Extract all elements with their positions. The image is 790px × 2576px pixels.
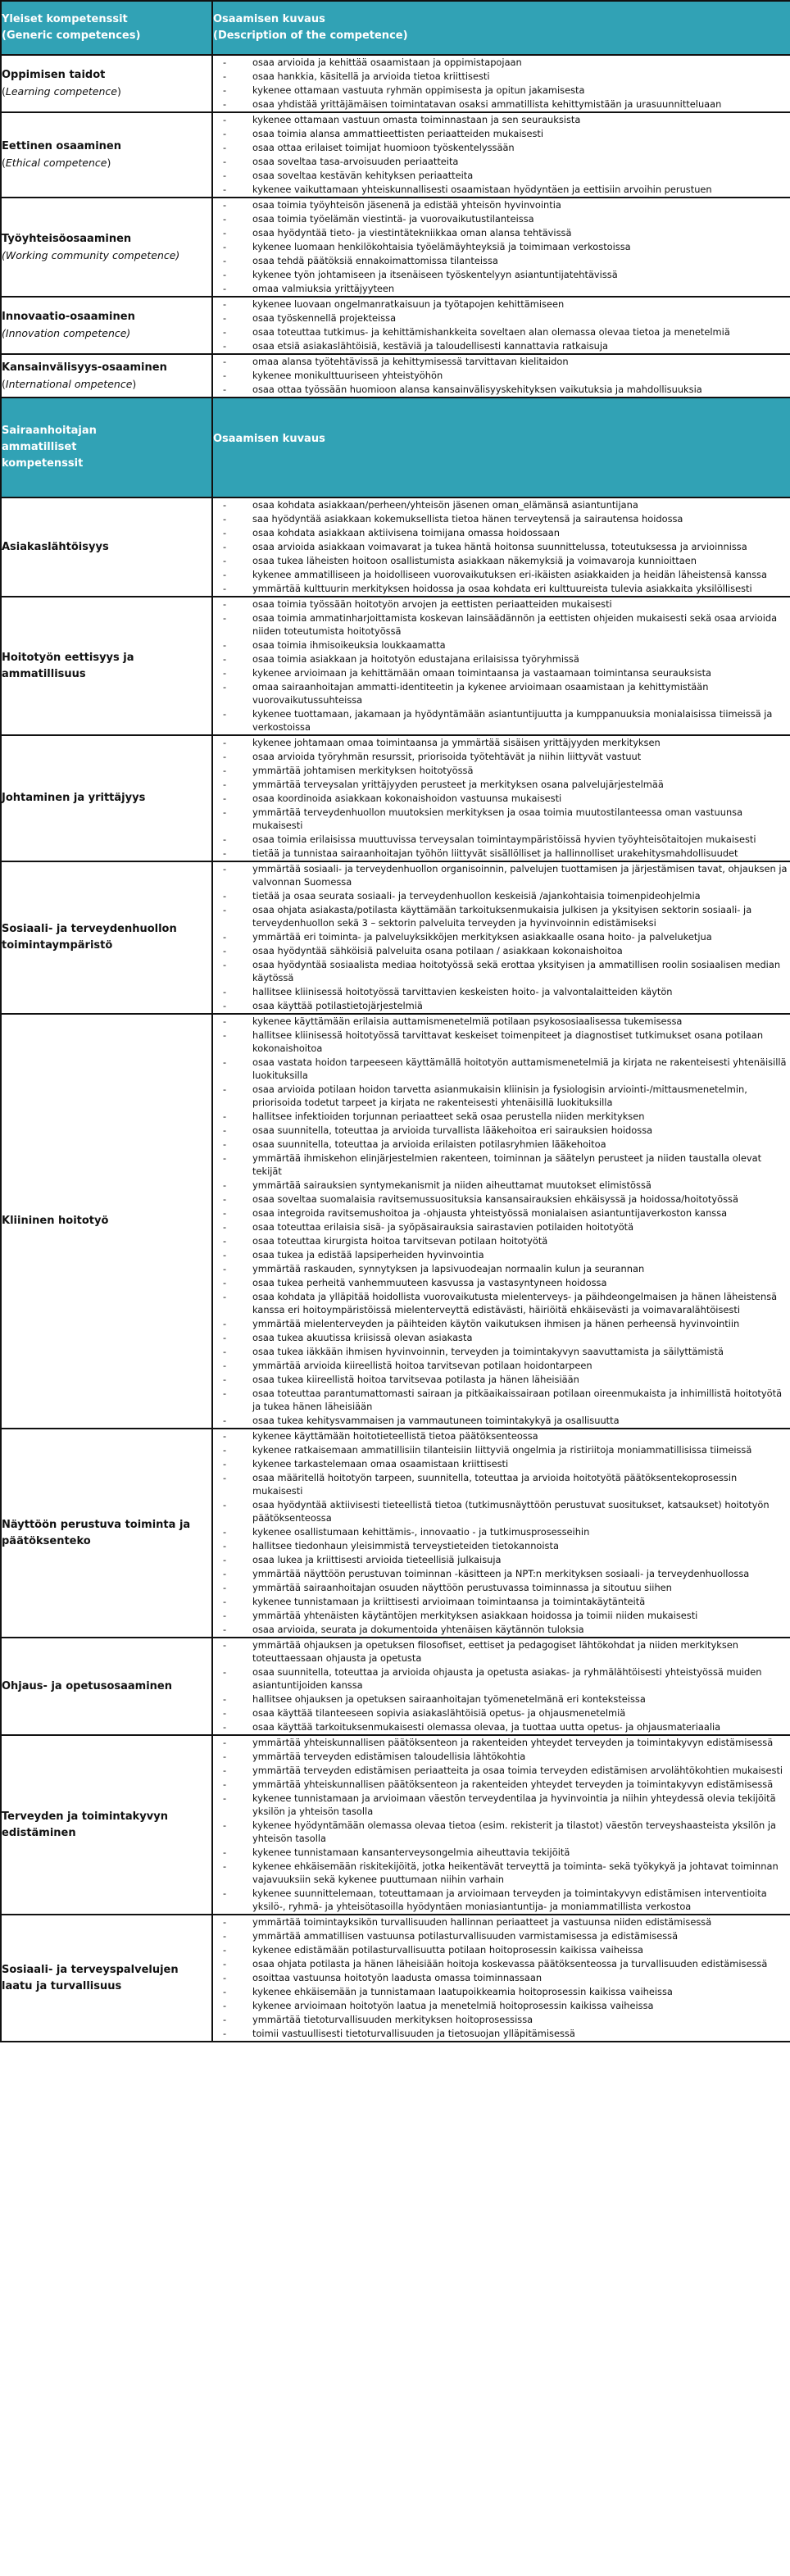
competence-item: - kykenee tunnistamaan ja arvioimaan väestön terveydentilaa ja hyvinvointia ja niihin yhteydessä olevia tekijöitä yksilön ja yhteisön tasolla bbox=[213, 1792, 790, 1818]
description-header bbox=[212, 1, 790, 55]
competence-item: - osoittaa vastuunsa hoitotyön laadusta omassa toiminnassaan bbox=[213, 1971, 790, 1984]
header-line: Sairaanhoitajan bbox=[2, 425, 97, 437]
competence-item: - osaa toimia ihmisoikeuksia loukkaamatta bbox=[213, 638, 790, 652]
competence-english-name bbox=[2, 248, 211, 264]
header-line: (Generic competences) bbox=[2, 30, 141, 42]
competence-item: - osaa ottaa erilaiset toimijat huomioon työskentelyssään bbox=[213, 141, 790, 154]
competence-item-list bbox=[213, 1736, 790, 1913]
competence-item: - osaa arvioida, seurata ja dokumentoida yhtenäisen käytännön tuloksia bbox=[213, 1623, 790, 1636]
competence-english-name: (Learning competence) bbox=[2, 85, 121, 98]
competence-title: Eettinen osaaminen bbox=[2, 140, 121, 152]
header-line: ammatilliset bbox=[2, 441, 77, 453]
competence-item: - kykenee luomaan henkilökohtaisia työelämäyhteyksiä ja toimimaan verkostoissa bbox=[213, 240, 790, 253]
competence-item: - kykenee tuottamaan, jakamaan ja hyödyntämään asiantuntijuutta ja kumppanuuksia monialaisissa tiimeissä ja verkostoissa bbox=[213, 707, 790, 734]
competence-row bbox=[1, 198, 790, 297]
competence-item: - hallitsee infektioiden torjunnan periaatteet sekä osaa perustella niiden merkityksen bbox=[213, 1110, 790, 1123]
competence-item: - osaa suunnitella, toteuttaa ja arvioida erilaisten potilasryhmien lääkehoitoa bbox=[213, 1138, 790, 1151]
competence-description-cell bbox=[212, 1735, 790, 1915]
competence-description-cell bbox=[212, 198, 790, 297]
competence-item: - omaa valmiuksia yrittäjyyteen bbox=[213, 282, 790, 295]
competence-title: Asiakaslähtöisyys bbox=[2, 540, 109, 553]
competence-name-cell bbox=[1, 597, 212, 735]
competence-item: - osaa toimia alansa ammattieettisten periaatteiden mukaisesti bbox=[213, 127, 790, 140]
competence-item: - osaa hyödyntää aktiivisesti tieteellistä tietoa (tutkimusnäyttöön perustuvat suositukset, katsaukset) hoitotyön päätöksenteossa bbox=[213, 1498, 790, 1524]
competence-title: Oppimisen taidot bbox=[2, 69, 106, 81]
competence-title: Hoitotyön eettisyys ja ammatillisuus bbox=[2, 651, 134, 680]
competence-item: - kykenee ottamaan vastuuta ryhmän oppimisesta ja opitun jakamisesta bbox=[213, 84, 790, 97]
generic-header-row bbox=[1, 1, 790, 55]
competence-item: - osaa toteuttaa kirurgista hoitoa tarvitsevan potilaan hoitotyötä bbox=[213, 1234, 790, 1247]
competence-description-cell bbox=[212, 55, 790, 112]
competence-description-cell bbox=[212, 354, 790, 398]
competence-row bbox=[1, 1915, 790, 2042]
competence-item: - kykenee työn johtamiseen ja itsenäiseen työskentelyyn asiantuntijatehtävissä bbox=[213, 268, 790, 281]
competence-item: - kykenee vaikuttamaan yhteiskunnallisesti osaamistaan hyödyntäen ja eettisiin arvoihin perustuen bbox=[213, 183, 790, 196]
competence-item-list bbox=[213, 498, 790, 595]
competence-item: - osaa ohjata potilasta ja hänen läheisiään hoitoja koskevassa päätöksenteossa ja turvallisuuden edistämisessä bbox=[213, 1957, 790, 1970]
english-name-text: International ompetence bbox=[5, 377, 133, 390]
competence-item: - ymmärtää terveyden edistämisen taloudellisia lähtökohtia bbox=[213, 1750, 790, 1763]
competence-item: - osaa tukea perheitä vanhemmuuteen kasvussa ja vastasyntyneen hoidossa bbox=[213, 1276, 790, 1289]
competence-item: - osaa soveltaa tasa-arvoisuuden periaatteita bbox=[213, 155, 790, 168]
professional-competences-header bbox=[1, 398, 212, 497]
english-name-text: (Working community competence) bbox=[2, 248, 180, 261]
competence-item: - ymmärtää johtamisen merkityksen hoitotyössä bbox=[213, 764, 790, 777]
competence-item: - osaa yhdistää yrittäjämäisen toimintatavan osaksi ammatillista kehittymistään ja urasuunnitteluaan bbox=[213, 98, 790, 111]
competence-item: - osaa kohdata asiakkaan aktiivisena toimijana omassa hoidossaan bbox=[213, 526, 790, 539]
competence-row bbox=[1, 1638, 790, 1735]
competence-item: - ymmärtää terveydenhuollon muutoksien merkityksen ja osaa toimia muutostilanteessa oman vastuunsa mukaisesti bbox=[213, 806, 790, 832]
competence-item: - kykenee arvioimaan hoitotyön laatua ja menetelmiä hoitoprosessin kaikissa vaiheissa bbox=[213, 1999, 790, 2012]
competence-item-list bbox=[213, 1915, 790, 2040]
competence-name-cell bbox=[1, 1638, 212, 1735]
competence-item: - kykenee tarkastelemaan omaa osaamistaan kriittisesti bbox=[213, 1457, 790, 1470]
competence-item: - osaa soveltaa suomalaisia ravitsemussuosituksia kansansairauksien ehkäisyssä ja hoidossa/hoitotyössä bbox=[213, 1193, 790, 1206]
competence-item-list bbox=[213, 355, 790, 396]
competence-item: - ymmärtää tietoturvallisuuden merkityksen hoitoprosessissa bbox=[213, 2013, 790, 2026]
competence-item-list bbox=[213, 56, 790, 111]
competence-item: - osaa toimia työssään hoitotyön arvojen ja eettisten periaatteiden mukaisesti bbox=[213, 597, 790, 611]
competence-description-cell bbox=[212, 1429, 790, 1638]
english-name-text: Learning competence bbox=[5, 85, 117, 98]
competence-item: - hallitsee kliinisessä hoitotyössä tarvittavien keskeisten hoito- ja valvontalaitteiden käytön bbox=[213, 985, 790, 998]
competence-item: - kykenee tunnistamaan kansanterveysongelmia aiheuttavia tekijöitä bbox=[213, 1846, 790, 1859]
competence-item: - ymmärtää yhteiskunnallisen päätöksenteon ja rakenteiden yhteydet terveyden ja toimintakyvyn edistämisessä bbox=[213, 1778, 790, 1791]
competence-row bbox=[1, 55, 790, 112]
competence-item-list bbox=[213, 862, 790, 1012]
competence-item: - kykenee suunnittelemaan, toteuttamaan ja arvioimaan terveyden ja toimintakyvyn edistämisen interventioita yksilö-, ryhmä- ja yhteisötasoilla hyödyntäen moniasiantuntija- ja moniammatillista verkostoa bbox=[213, 1887, 790, 1913]
competence-item: - osaa käyttää potilastietojärjestelmiä bbox=[213, 999, 790, 1012]
competence-item: - osaa soveltaa kestävän kehityksen periaatteita bbox=[213, 169, 790, 182]
competence-item: - ymmärtää sosiaali- ja terveydenhuollon organisoinnin, palvelujen tuottamisen ja järjestämisen tavat, ohjauksen ja valvonnan Suomessa bbox=[213, 862, 790, 888]
competence-item-list bbox=[213, 298, 790, 352]
competence-item: - osaa kohdata ja ylläpitää hoidollista vuorovaikutusta mielenterveys- ja päihdeongelmaisen ja hänen läheistensä kanssa eri hoitoympäristöissä mielenterveyttä edistävästi, häiriöitä ehkäisevästi ja voimavaralähtöisesti bbox=[213, 1290, 790, 1316]
competence-item: - osaa etsiä asiakaslähtöisiä, kestäviä ja taloudellisesti kannattavia ratkaisuja bbox=[213, 339, 790, 352]
competence-name-cell bbox=[1, 112, 212, 198]
competence-item: - osaa toimia erilaisissa muuttuvissa terveysalan toimintaympäristöissä hyvien työyhteisötaitojen mukaisesti bbox=[213, 833, 790, 846]
competence-item: - omaa sairaanhoitajan ammatti-identiteetin ja kykenee arvioimaan osaamistaan ja kehittymistään vuorovaikutussuhteissa bbox=[213, 680, 790, 706]
competence-item: - ymmärtää sairaanhoitajan osuuden näyttöön perustuvassa toiminnassa ja sitoutuu siihen bbox=[213, 1581, 790, 1594]
competence-name-cell bbox=[1, 55, 212, 112]
competence-item: - osaa arvioida asiakkaan voimavarat ja tukea häntä hoitonsa suunnittelussa, toteutuksessa ja arvioinnissa bbox=[213, 540, 790, 553]
header-line: Osaamisen kuvaus bbox=[213, 13, 325, 25]
competence-item: - osaa tukea läheisten hoitoon osallistumista asiakkaan näkemyksiä ja voimavaroja kunnioittaen bbox=[213, 554, 790, 567]
competence-english-name bbox=[2, 325, 211, 342]
english-name-text: (Innovation competence) bbox=[2, 327, 131, 339]
competence-item: - ymmärtää ihmiskehon elinjärjestelmien rakenteen, toiminnan ja säätelyn perusteet ja niiden taustalla olevat tekijät bbox=[213, 1152, 790, 1178]
competence-item: - kykenee luovaan ongelmanratkaisuun ja työtapojen kehittämiseen bbox=[213, 298, 790, 311]
competence-item: - kykenee ammatilliseen ja hoidolliseen vuorovaikutuksen eri-ikäisten asiakkaiden ja heidän läheistensä kanssa bbox=[213, 568, 790, 581]
competence-item: - kykenee arvioimaan ja kehittämään omaan toimintaansa ja vastaamaan toimintansa seurauksista bbox=[213, 666, 790, 679]
competence-item-list bbox=[213, 1638, 790, 1733]
competence-item: - osaa integroida ravitsemushoitoa ja -ohjausta yhteistyössä monialaisen asiantuntijaverkoston kanssa bbox=[213, 1206, 790, 1220]
competence-item: - tietää ja tunnistaa sairaanhoitajan työhön liittyvät sisällölliset ja hallinnolliset urakehitysmahdollisuudet bbox=[213, 847, 790, 860]
competence-item: - ymmärtää kulttuurin merkityksen hoidossa ja osaa kohdata eri kulttuureista tulevia asiakkaita yksilöllisesti bbox=[213, 582, 790, 595]
competence-row bbox=[1, 354, 790, 398]
competence-item: - osaa toimia työyhteisön jäsenenä ja edistää yhteisön hyvinvointia bbox=[213, 198, 790, 211]
competence-item: - osaa toteuttaa parantumattomasti sairaan ja pitkäaikaissairaan potilaan oireenmukaista ja inhimillistä hoitotyötä ja tukea hänen läheisiään bbox=[213, 1387, 790, 1413]
competence-description-cell bbox=[212, 1014, 790, 1429]
competence-item: - osaa tukea kehitysvammaisen ja vammautuneen toimintakykyä ja osallisuutta bbox=[213, 1414, 790, 1427]
competence-item: - osaa tukea kiireellistä hoitoa tarvitsevaa potilasta ja hänen läheisiään bbox=[213, 1373, 790, 1386]
professional-header-row bbox=[1, 398, 790, 497]
competence-name-cell bbox=[1, 497, 212, 597]
competence-item: - ymmärtää arvioida kiireellistä hoitoa tarvitsevan potilaan hoidontarpeen bbox=[213, 1359, 790, 1372]
competence-item-list bbox=[213, 1015, 790, 1427]
competence-item: - osaa määritellä hoitotyön tarpeen, suunnitella, toteuttaa ja arvioida hoitotyötä päätöksentekoprosessin mukaisesti bbox=[213, 1471, 790, 1497]
competence-item: - osaa toimia ammatinharjoittamista koskevan lainsäädännön ja eettisten ohjeiden mukaisesti sekä osaa arvioida niiden toteutumista hoitotyössä bbox=[213, 611, 790, 638]
competence-item: - osaa käyttää tilanteeseen sopivia asiakaslähtöisiä opetus- ja ohjausmenetelmiä bbox=[213, 1706, 790, 1720]
competence-description-cell bbox=[212, 735, 790, 861]
competence-item: - osaa hankkia, käsitellä ja arvioida tietoa kriittisesti bbox=[213, 70, 790, 83]
competence-name-cell bbox=[1, 861, 212, 1014]
competence-item: - osaa toimia työelämän viestintä- ja vuorovaikutustilanteissa bbox=[213, 212, 790, 225]
competence-item: - osaa toteuttaa erilaisia sisä- ja syöpäsairauksia sairastavien potilaiden hoitotyötä bbox=[213, 1220, 790, 1233]
competence-title: Innovaatio-osaaminen bbox=[2, 311, 135, 323]
header-line: Osaamisen kuvaus bbox=[213, 433, 325, 445]
competence-item: - osaa arvioida ja kehittää osaamistaan ja oppimistapojaan bbox=[213, 56, 790, 69]
competence-item: - osaa arvioida työryhmän resurssit, priorisoida työtehtävät ja niihin liittyvät vastuut bbox=[213, 750, 790, 763]
competence-title: Työyhteisöosaaminen bbox=[2, 232, 132, 245]
competence-title: Terveyden ja toimintakyvyn edistäminen bbox=[2, 1810, 168, 1839]
competence-item: - ymmärtää toimintayksikön turvallisuuden hallinnan periaatteet ja vastuunsa niiden edistämisessä bbox=[213, 1915, 790, 1929]
competence-item: - osaa suunnitella, toteuttaa ja arvioida turvallista lääkehoitoa eri sairauksien hoidossa bbox=[213, 1124, 790, 1137]
competence-item: - ymmärtää raskauden, synnytyksen ja lapsivuodeajan normaalin kulun ja seurannan bbox=[213, 1262, 790, 1275]
competence-item-list bbox=[213, 736, 790, 860]
generic-competences-header bbox=[1, 1, 212, 55]
competence-title: Kliininen hoitotyö bbox=[2, 1215, 109, 1227]
competence-item: - osaa tukea akuutissa kriisissä olevan asiakasta bbox=[213, 1331, 790, 1344]
competence-title: Johtaminen ja yrittäjyys bbox=[2, 792, 146, 804]
competence-item: - osaa lukea ja kriittisesti arvioida tieteellisiä julkaisuja bbox=[213, 1553, 790, 1566]
competence-title: Sosiaali- ja terveyspalvelujen laatu ja turvallisuus bbox=[2, 1963, 179, 1992]
competence-item: - ymmärtää eri toiminta- ja palveluyksikköjen merkityksen asiakkaalle osana hoito- ja palveluketjua bbox=[213, 930, 790, 943]
competence-title: Sosiaali- ja terveydenhuollon toimintaympäristö bbox=[2, 923, 177, 952]
competence-item: - kykenee edistämään potilasturvallisuutta potilaan hoitoprosessin kaikissa vaiheissa bbox=[213, 1943, 790, 1956]
competence-item: - ymmärtää sairauksien syntymekanismit ja niiden aiheuttamat muutokset elimistössä bbox=[213, 1179, 790, 1192]
competence-item: - osaa kohdata asiakkaan/perheen/yhteisön jäsenen oman_elämänsä asiantuntijana bbox=[213, 498, 790, 511]
competence-item: - osaa käyttää tarkoituksenmukaisesti olemassa olevaa, ja tuottaa uutta opetus- ja ohjausmateriaalia bbox=[213, 1720, 790, 1733]
competence-item: - kykenee ehkäisemään riskitekijöitä, jotka heikentävät terveyttä ja toiminta- sekä työkykyä ja johtavat toiminnan vajavuuksiin sekä kykenee puuttumaan niihin varhain bbox=[213, 1860, 790, 1886]
competence-item: - hallitsee kliinisessä hoitotyössä tarvittavat keskeiset toimenpiteet ja diagnostiset tutkimukset osana potilaan kokonaishoitoa bbox=[213, 1029, 790, 1055]
competence-description-cell bbox=[212, 1638, 790, 1735]
competence-name-cell bbox=[1, 1429, 212, 1638]
competence-item: - hallitsee tiedonhaun yleisimmistä terveystieteiden tietokannoista bbox=[213, 1539, 790, 1552]
competence-name-cell bbox=[1, 198, 212, 297]
competence-item: - kykenee ottamaan vastuun omasta toiminnastaan ja sen seurauksista bbox=[213, 113, 790, 126]
competence-item: - kykenee hyödyntämään olemassa olevaa tietoa (esim. rekisterit ja tilastot) väestön terveyshaasteista yksilön ja yhteisön tasolla bbox=[213, 1819, 790, 1845]
competence-description-cell bbox=[212, 861, 790, 1014]
competence-item: - ymmärtää yhtenäisten käytäntöjen merkityksen asiakkaan hoidossa ja toimii niiden mukaisesti bbox=[213, 1609, 790, 1622]
competence-name-cell bbox=[1, 1735, 212, 1915]
competence-item: - ymmärtää näyttöön perustuvan toiminnan -käsitteen ja NPT:n merkityksen sosiaali- ja terveydenhuollossa bbox=[213, 1567, 790, 1580]
competence-title: Näyttöön perustuva toiminta ja päätöksenteko bbox=[2, 1518, 191, 1547]
competence-item: - osaa toimia asiakkaan ja hoitotyön edustajana erilaisissa työryhmissä bbox=[213, 652, 790, 666]
competence-item: - kykenee johtamaan omaa toimintaansa ja ymmärtää sisäisen yrittäjyyden merkityksen bbox=[213, 736, 790, 749]
professional-description-header bbox=[212, 398, 790, 497]
competence-description-cell bbox=[212, 297, 790, 354]
competence-item: - ymmärtää terveysalan yrittäjyyden perusteet ja merkityksen osana palvelujärjestelmää bbox=[213, 778, 790, 791]
competence-item: - ymmärtää ammatillisen vastuunsa potilasturvallisuuden varmistamisessa ja edistämisessä bbox=[213, 1929, 790, 1942]
competence-item: - osaa vastata hoidon tarpeeseen käyttämällä hoitotyön auttamismenetelmiä ja kirjata ne rakenteisesti yhtenäisillä luokituksilla bbox=[213, 1056, 790, 1082]
header-line: kompetenssit bbox=[2, 457, 84, 470]
competence-item: - ymmärtää ohjauksen ja opetuksen filosofiset, eettiset ja pedagogiset lähtökohdat ja niiden merkityksen toteuttaessaan ohjausta ja opetusta bbox=[213, 1638, 790, 1665]
competence-item: - kykenee ratkaisemaan ammatillisiin tilanteisiin liittyviä ongelmia ja ristiriitoja moniammatillisissa tiimeissä bbox=[213, 1443, 790, 1456]
competence-row bbox=[1, 112, 790, 198]
competence-row bbox=[1, 735, 790, 861]
competence-item: - osaa hyödyntää sosiaalista mediaa hoitotyössä sekä erottaa yksityisen ja ammatillisen roolin sosiaalisen median käytössä bbox=[213, 958, 790, 984]
competence-item: - kykenee käyttämään hoitotieteellistä tietoa päätöksenteossa bbox=[213, 1429, 790, 1442]
competence-item: - osaa hyödyntää tieto- ja viestintätekniikkaa oman alansa tehtävissä bbox=[213, 226, 790, 239]
competence-row bbox=[1, 597, 790, 735]
header-line: (Description of the competence) bbox=[213, 30, 408, 42]
competence-item: - saa hyödyntää asiakkaan kokemuksellista tietoa hänen terveytensä ja sairautensa hoidossa bbox=[213, 512, 790, 525]
competence-item: - hallitsee ohjauksen ja opetuksen sairaanhoitajan työmenetelmänä eri konteksteissa bbox=[213, 1692, 790, 1706]
competence-item: - kykenee osallistumaan kehittämis-, innovaatio - ja tutkimusprosesseihin bbox=[213, 1525, 790, 1538]
competence-item: - ymmärtää mielenterveyden ja päihteiden käytön vaikutuksen ihmisen ja hänen perheensä hyvinvointiin bbox=[213, 1317, 790, 1330]
competence-name-cell bbox=[1, 354, 212, 398]
competence-item: - ymmärtää yhteiskunnallisen päätöksenteon ja rakenteiden yhteydet terveyden ja toimintakyvyn edistämisessä bbox=[213, 1736, 790, 1749]
competence-item: - osaa ottaa työssään huomioon alansa kansainvälisyyskehityksen vaikutuksia ja mahdollisuuksia bbox=[213, 383, 790, 396]
competence-english-name: (International ompetence) bbox=[2, 377, 137, 390]
competence-description-cell bbox=[212, 597, 790, 735]
competence-item: - osaa työskennellä projekteissa bbox=[213, 311, 790, 325]
competence-row bbox=[1, 1014, 790, 1429]
competence-item: - osaa suunnitella, toteuttaa ja arvioida ohjausta ja opetusta asiakas- ja ryhmälähtöisesti yhteistyössä muiden asiantuntijoiden kanssa bbox=[213, 1665, 790, 1692]
competence-english-name: (Ethical competence) bbox=[2, 157, 111, 169]
competence-title: Ohjaus- ja opetusosaaminen bbox=[2, 1679, 173, 1692]
competence-description-cell bbox=[212, 1915, 790, 2042]
competence-description-cell bbox=[212, 112, 790, 198]
competence-title: Kansainvälisyys-osaaminen bbox=[2, 361, 167, 374]
competence-item: - osaa arvioida potilaan hoidon tarvetta asianmukaisin kliinisin ja fysiologisin arviointi-/mittausmenetelmin, priorisoida todetut tarpeet ja kirjata ne rakenteisesti yhtenäisillä luokituksilla bbox=[213, 1083, 790, 1109]
competence-item-list bbox=[213, 113, 790, 196]
competence-item: - kykenee tunnistamaan ja kriittisesti arvioimaan toimintaansa ja toimintakäytänteitä bbox=[213, 1595, 790, 1608]
english-name-text: Ethical competence bbox=[5, 157, 107, 169]
competence-item: - ymmärtää terveyden edistämisen periaatteita ja osaa toimia terveyden edistämisen arvolähtökohtien mukaisesti bbox=[213, 1764, 790, 1777]
competence-item: - osaa hyödyntää sähköisiä palveluita osana potilaan / asiakkaan kokonaishoitoa bbox=[213, 944, 790, 957]
competence-item: - osaa tukea iäkkään ihmisen hyvinvoinnin, terveyden ja toimintakyvyn saavuttamista ja säilyttämistä bbox=[213, 1345, 790, 1358]
header-line: Yleiset kompetenssit bbox=[2, 13, 128, 25]
competence-name-cell bbox=[1, 297, 212, 354]
competence-item-list bbox=[213, 1429, 790, 1636]
competence-item-list bbox=[213, 198, 790, 295]
competence-item: - kykenee käyttämään erilaisia auttamismenetelmiä potilaan psykososiaalisessa tukemisessa bbox=[213, 1015, 790, 1028]
competence-row bbox=[1, 297, 790, 354]
competence-item: - kykenee ehkäisemään ja tunnistamaan laatupoikkeamia hoitoprosessin kaikissa vaiheissa bbox=[213, 1985, 790, 1998]
competence-name-cell bbox=[1, 1915, 212, 2042]
competence-item: - kykenee monikulttuuriseen yhteistyöhön bbox=[213, 369, 790, 382]
competence-item: - toimii vastuullisesti tietoturvallisuuden ja tietosuojan ylläpitämisessä bbox=[213, 2027, 790, 2040]
competence-row bbox=[1, 1735, 790, 1915]
competence-item: - osaa toteuttaa tutkimus- ja kehittämishankkeita soveltaen alan olemassa olevaa tietoa ja menetelmiä bbox=[213, 325, 790, 338]
competence-row bbox=[1, 497, 790, 597]
competence-item-list bbox=[213, 597, 790, 734]
competence-description-cell bbox=[212, 497, 790, 597]
competence-item: - osaa tehdä päätöksiä ennakoimattomissa tilanteissa bbox=[213, 254, 790, 267]
competence-item: - osaa ohjata asiakasta/potilasta käyttämään tarkoituksenmukaisia julkisen ja yksityisen sektorin sosiaali- ja terveydenhuollon sekä 3 – sektorin palveluita terveyden ja hyvinvoinnin edistämiseksi bbox=[213, 903, 790, 929]
competence-row bbox=[1, 1429, 790, 1638]
competence-row bbox=[1, 861, 790, 1014]
competence-item: - tietää ja osaa seurata sosiaali- ja terveydenhuollon keskeisiä /ajankohtaisia toimenpideohjelmia bbox=[213, 889, 790, 902]
competence-item: - osaa koordinoida asiakkaan kokonaishoidon vastuunsa mukaisesti bbox=[213, 792, 790, 805]
competence-item: - osaa tukea ja edistää lapsiperheiden hyvinvointia bbox=[213, 1248, 790, 1261]
competence-item: - omaa alansa työtehtävissä ja kehittymisessä tarvittavan kielitaidon bbox=[213, 355, 790, 368]
competence-name-cell bbox=[1, 735, 212, 861]
competence-name-cell bbox=[1, 1014, 212, 1429]
